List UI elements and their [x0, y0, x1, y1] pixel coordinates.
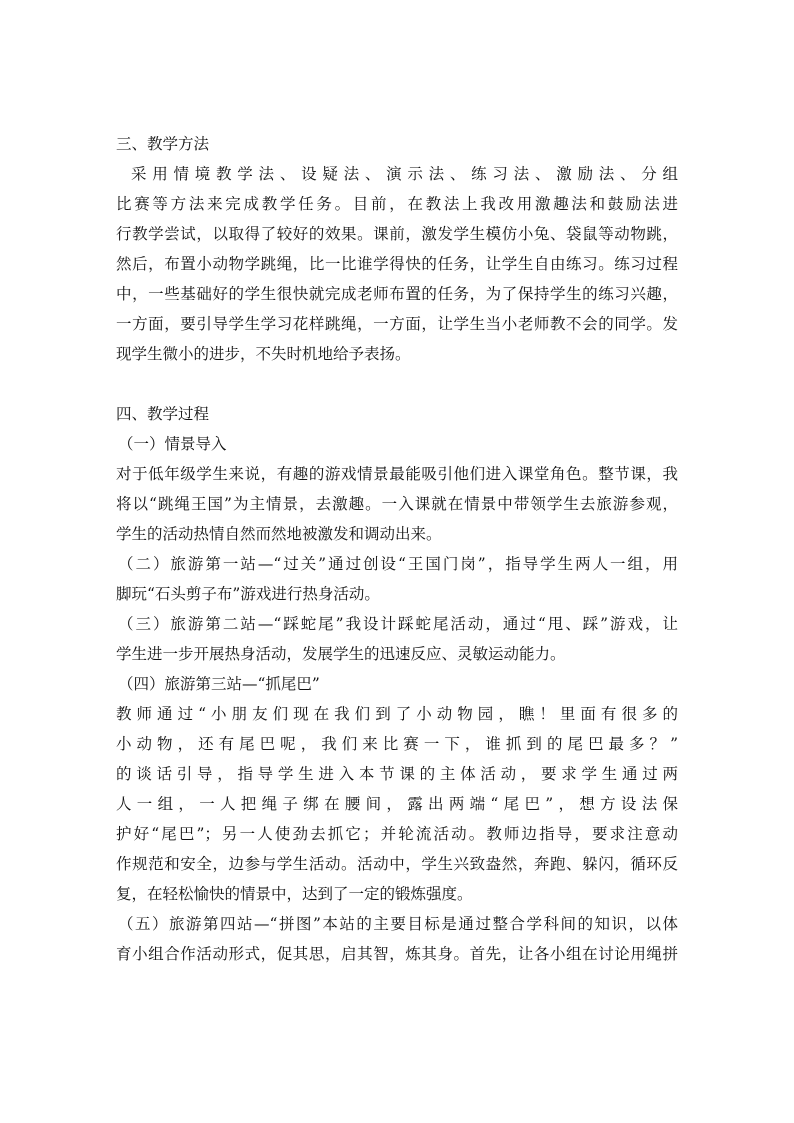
paragraph-line: 小动物，还有尾巴呢，我们来比赛一下，谁抓到的尾巴最多？”: [116, 735, 678, 753]
document-body: [116, 129, 678, 969]
paragraph-line: 护好“尾巴”；另一人使劲去抓它；并轮流活动。教师边指导，要求注意动: [116, 825, 678, 843]
paragraph-line: 将以“跳绳王国”为主情景，去激趣。一入课就在情景中带领学生去旅游参观，: [116, 495, 678, 513]
paragraph-line: 中，一些基础好的学生很快就完成老师布置的任务，为了保持学生的练习兴趣，: [116, 285, 678, 303]
paragraph-line: 采用情境教学法、设疑法、演示法、练习法、激励法、分组: [131, 165, 678, 183]
paragraph-line: 复，在轻松愉快的情景中，达到了一定的锻炼强度。: [116, 885, 473, 903]
subsection-line: （三）旅游第二站—“踩蛇尾”我设计踩蛇尾活动，通过“甩、踩”游戏，让: [118, 615, 678, 633]
paragraph-line: 育小组合作活动形式，促其思，启其智，炼其身。首先，让各小组在讨论用绳拼: [116, 945, 678, 963]
paragraph-line: 然后，布置小动物学跳绳，比一比谁学得快的任务，让学生自由练习。练习过程: [116, 255, 678, 273]
section-spacer: [116, 369, 678, 399]
paragraph-line: 脚玩“石头剪子布”游戏进行热身活动。: [116, 585, 380, 603]
paragraph-line: 作规范和安全，边参与学生活动。活动中，学生兴致盎然，奔跑、躲闪，循环反: [116, 855, 678, 873]
paragraph-line: 对于低年级学生来说，有趣的游戏情景最能吸引他们进入课堂角色。整节课，我: [116, 465, 678, 483]
subsection-heading: （四）旅游第三站—“抓尾巴”: [118, 675, 320, 693]
paragraph-line: 学生进一步开展热身活动，发展学生的迅速反应、灵敏运动能力。: [116, 645, 566, 663]
paragraph-line: 比赛等方法来完成教学任务。目前，在教法上我改用激趣法和鼓励法进: [116, 195, 678, 213]
paragraph-line: 行教学尝试，以取得了较好的效果。课前，激发学生模仿小兔、袋鼠等动物跳，: [116, 225, 678, 243]
paragraph-line: 人一组，一人把绳子绑在腰间，露出两端“尾巴”，想方设法保: [116, 795, 678, 813]
paragraph-line: 教师通过“小朋友们现在我们到了小动物园，瞧！里面有很多的: [116, 705, 678, 723]
paragraph-line: 的谈话引导，指导学生进入本节课的主体活动，要求学生通过两: [116, 765, 678, 783]
paragraph-line: 一方面，要引导学生学习花样跳绳，一方面，让学生当小老师教不会的同学。发: [116, 315, 678, 333]
subsection-line: （五）旅游第四站—“拼图”本站的主要目标是通过整合学科间的知识，以体: [118, 915, 678, 933]
paragraph-line: 学生的活动热情自然而然地被激发和调动出来。: [116, 525, 442, 543]
section-heading-teaching-methods: 三、教学方法: [116, 135, 210, 153]
paragraph-line: 现学生微小的进步，不失时机地给予表扬。: [116, 345, 411, 363]
subsection-line: （二）旅游第一站—“过关”通过创设“王国门岗”，指导学生两人一组，用: [118, 555, 678, 573]
subsection-heading: （一）情景导入: [118, 435, 227, 453]
section-heading-teaching-process: 四、教学过程: [116, 405, 210, 423]
